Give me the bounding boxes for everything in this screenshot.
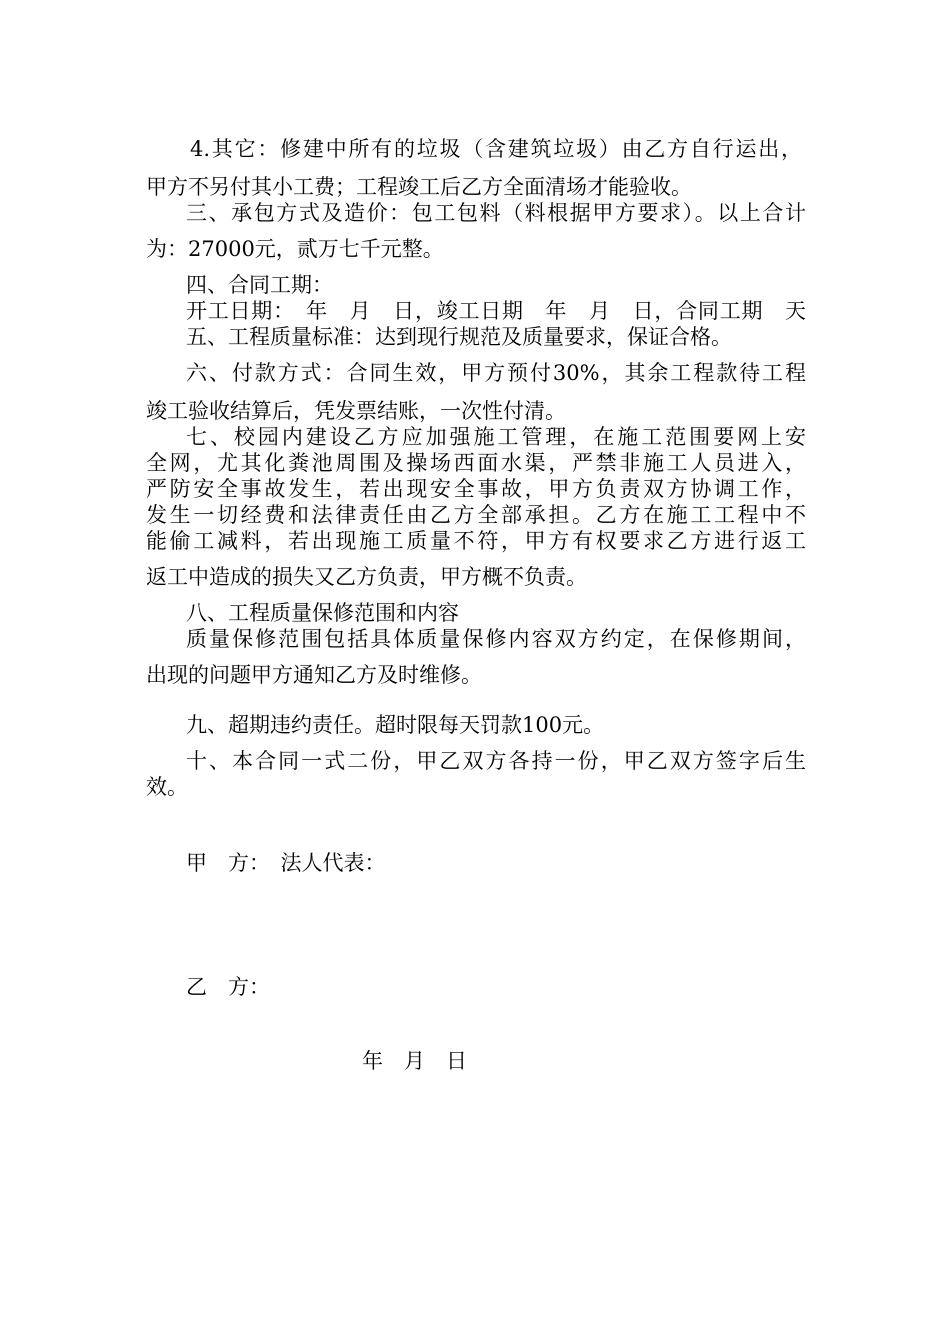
clause-7-campus-line-6: 返工中造成的损失又乙方负责，甲方概不负责。 bbox=[146, 565, 587, 589]
clause-6-payment-line-2: 竣工验收结算后，凭发票结账，一次性付清。 bbox=[146, 399, 566, 423]
clause-4-contract-period-heading: 四、合同工期： bbox=[186, 273, 333, 297]
clause-8-warranty-heading: 八、工程质量保修范围和内容 bbox=[186, 601, 459, 625]
clause-3-contract-method-line-2: 为：27000元，贰万七千元整。 bbox=[146, 237, 444, 261]
clause-10-copies-line-1: 十、本合同一式二份，甲乙双方各持一份，甲乙双方签字后生 bbox=[186, 749, 806, 773]
clause-4-other-line-1: 4.其它：修建中所有的垃圾（含建筑垃圾）由乙方自行运出， bbox=[190, 137, 802, 161]
clause-4-other-line-2: 甲方不另付其小工费；工程竣工后乙方全面清场才能验收。 bbox=[146, 175, 692, 199]
clause-8-warranty-line-1: 质量保修范围包括具体质量保修内容双方约定，在保修期间， bbox=[186, 627, 806, 651]
clause-10-copies-line-2: 效。 bbox=[146, 775, 188, 799]
party-a-signature-line: 甲 方： 法人代表： bbox=[186, 851, 386, 875]
clause-5-quality-standard: 五、工程质量标准：达到现行规范及质量要求，保证合格。 bbox=[186, 325, 732, 349]
clause-3-contract-method-line-1: 三、承包方式及造价：包工包料（料根据甲方要求）。以上合计 bbox=[186, 201, 806, 225]
signature-date-line: 年 月 日 bbox=[362, 1049, 467, 1073]
clause-8-warranty-line-2: 出现的问题甲方通知乙方及时维修。 bbox=[146, 663, 482, 687]
clause-7-campus-line-1: 七、校园内建设乙方应加强施工管理，在施工范围要网上安 bbox=[186, 425, 806, 449]
clause-7-campus-line-4: 发生一切经费和法律责任由乙方全部承担。乙方在施工工程中不 bbox=[146, 503, 806, 527]
clause-7-campus-line-5: 能偷工减料，若出现施工质量不符，甲方有权要求乙方进行返工 bbox=[146, 529, 806, 553]
clause-6-payment-line-1: 六、付款方式：合同生效，甲方预付30%，其余工程款待工程 bbox=[186, 361, 806, 385]
clause-7-campus-line-3: 严防安全事故发生，若出现安全事故，甲方负责双方协调工作， bbox=[146, 477, 806, 501]
clause-7-campus-line-2: 全网，尤其化粪池周围及操场西面水渠，严禁非施工人员进入， bbox=[146, 451, 806, 475]
clause-9-overdue-liability: 九、超期违约责任。超时限每天罚款100元。 bbox=[186, 713, 605, 737]
party-b-signature-line: 乙 方： bbox=[186, 975, 270, 999]
contract-period-dates-line: 开工日期： 年 月 日，竣工日期 年 月 日，合同工期 天 bbox=[186, 299, 806, 323]
